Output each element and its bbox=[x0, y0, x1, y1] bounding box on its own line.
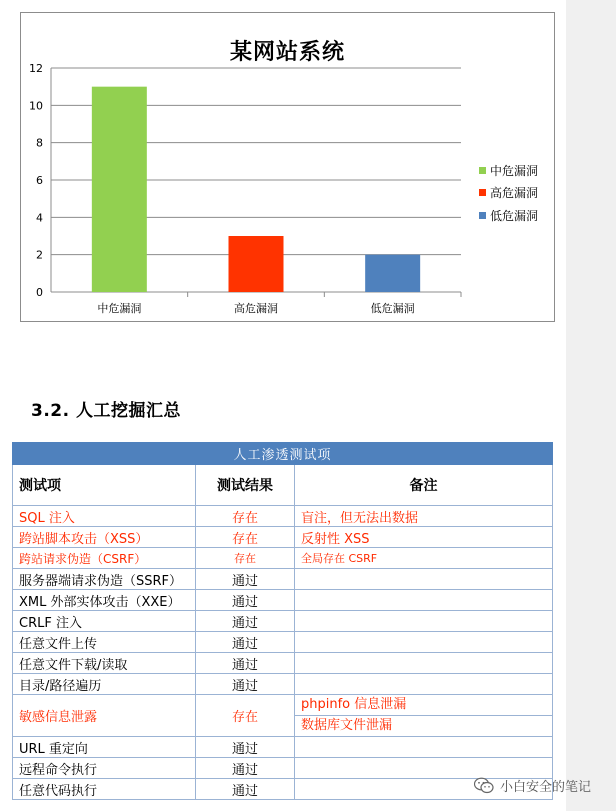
cell-test-result: 存在 bbox=[196, 695, 295, 737]
cell-test-result: 通过 bbox=[196, 758, 295, 779]
x-tick-label: 低危漏洞 bbox=[370, 302, 415, 315]
legend-swatch bbox=[479, 189, 486, 196]
pentest-table-container bbox=[12, 442, 552, 800]
table-row bbox=[13, 527, 553, 548]
legend-label: 高危漏洞 bbox=[490, 186, 539, 201]
column-header-result: 测试结果 bbox=[196, 465, 295, 506]
cell-notes: 反射性 XSS bbox=[295, 527, 553, 548]
cell-test-result: 通过 bbox=[196, 737, 295, 758]
cell-test-result: 通过 bbox=[196, 590, 295, 611]
table-row bbox=[13, 737, 553, 758]
x-tick-label: 中危漏洞 bbox=[97, 302, 142, 315]
cell-test-result: 通过 bbox=[196, 779, 295, 800]
cell-notes bbox=[295, 674, 553, 695]
bar-chart bbox=[20, 12, 555, 322]
y-tick-label: 0 bbox=[36, 286, 43, 299]
legend-swatch bbox=[479, 167, 486, 174]
y-tick-label: 10 bbox=[29, 99, 43, 113]
table-caption-row bbox=[13, 443, 553, 465]
table-row bbox=[13, 779, 553, 800]
legend-label: 低危漏洞 bbox=[490, 208, 539, 223]
chart-legend bbox=[479, 159, 554, 227]
cell-test-item: CRLF 注入 bbox=[13, 611, 196, 632]
cell-notes bbox=[295, 737, 553, 758]
table-caption: 人工渗透测试项 bbox=[13, 443, 553, 465]
chart-title: 某网站系统 bbox=[229, 40, 345, 65]
section-heading: 3.2. 人工挖掘汇总 bbox=[31, 401, 181, 421]
cell-test-result: 存在 bbox=[196, 548, 295, 569]
cell-test-result: 通过 bbox=[196, 569, 295, 590]
cell-notes bbox=[295, 590, 553, 611]
cell-test-result: 通过 bbox=[196, 653, 295, 674]
cell-test-item: 服务器端请求伪造（SSRF） bbox=[13, 569, 196, 590]
cell-test-item: 远程命令执行 bbox=[13, 758, 196, 779]
cell-notes bbox=[295, 632, 553, 653]
cell-test-item: 任意代码执行 bbox=[13, 779, 196, 800]
cell-test-item: 任意文件上传 bbox=[13, 632, 196, 653]
y-tick-label: 4 bbox=[36, 211, 43, 225]
cell-notes bbox=[295, 695, 553, 737]
bar-3 bbox=[365, 255, 420, 292]
bar-1 bbox=[92, 87, 147, 292]
table-body bbox=[13, 506, 553, 800]
table-row bbox=[13, 569, 553, 590]
cell-notes: 全局存在 CSRF bbox=[295, 548, 553, 569]
column-header-notes: 备注 bbox=[295, 465, 553, 506]
watermark-text: 小白安全的笔记 bbox=[500, 779, 592, 795]
y-tick-label: 12 bbox=[29, 62, 43, 75]
legend-swatch bbox=[479, 212, 486, 219]
cell-test-result: 通过 bbox=[196, 611, 295, 632]
legend-item bbox=[479, 182, 554, 205]
cell-notes bbox=[295, 569, 553, 590]
y-tick-label: 8 bbox=[36, 136, 43, 150]
table-row bbox=[13, 758, 553, 779]
bar-2 bbox=[229, 236, 284, 292]
watermark bbox=[474, 774, 591, 796]
cell-test-item: URL 重定向 bbox=[13, 737, 196, 758]
y-tick-label: 2 bbox=[36, 248, 43, 262]
table-row bbox=[13, 674, 553, 695]
y-tick-label: 6 bbox=[36, 174, 43, 187]
chart-plot bbox=[21, 13, 554, 321]
cell-notes: 盲注，但无法出数据 bbox=[295, 506, 553, 527]
cell-test-item: 敏感信息泄露 bbox=[13, 695, 196, 737]
table-row bbox=[13, 590, 553, 611]
legend-item bbox=[479, 159, 554, 182]
table-row bbox=[13, 506, 553, 527]
column-header-item: 测试项 bbox=[13, 465, 196, 506]
cell-test-item: 任意文件下载/读取 bbox=[13, 653, 196, 674]
table-header-row bbox=[13, 465, 553, 506]
cell-notes bbox=[295, 611, 553, 632]
table-row bbox=[13, 653, 553, 674]
cell-notes bbox=[295, 653, 553, 674]
wechat-icon bbox=[474, 777, 494, 794]
table-row bbox=[13, 695, 553, 737]
cell-test-item: SQL 注入 bbox=[13, 506, 196, 527]
note-line: 数据库文件泄漏 bbox=[295, 715, 552, 736]
cell-test-item: 目录/路径遍历 bbox=[13, 674, 196, 695]
note-line: phpinfo 信息泄漏 bbox=[301, 697, 407, 712]
cell-test-result: 通过 bbox=[196, 674, 295, 695]
cell-test-result: 通过 bbox=[196, 632, 295, 653]
x-tick-label: 高危漏洞 bbox=[234, 302, 278, 315]
table-row bbox=[13, 611, 553, 632]
cell-test-item: 跨站请求伪造（CSRF） bbox=[13, 548, 196, 569]
legend-label: 中危漏洞 bbox=[490, 163, 539, 178]
cell-test-result: 存在 bbox=[196, 527, 295, 548]
cell-test-item: 跨站脚本攻击（XSS） bbox=[13, 527, 196, 548]
table-row bbox=[13, 632, 553, 653]
legend-item bbox=[479, 204, 554, 227]
pentest-table bbox=[12, 442, 553, 800]
table-row bbox=[13, 548, 553, 569]
cell-test-result: 存在 bbox=[196, 506, 295, 527]
page-gutter bbox=[566, 0, 616, 811]
cell-test-item: XML 外部实体攻击（XXE） bbox=[13, 590, 196, 611]
